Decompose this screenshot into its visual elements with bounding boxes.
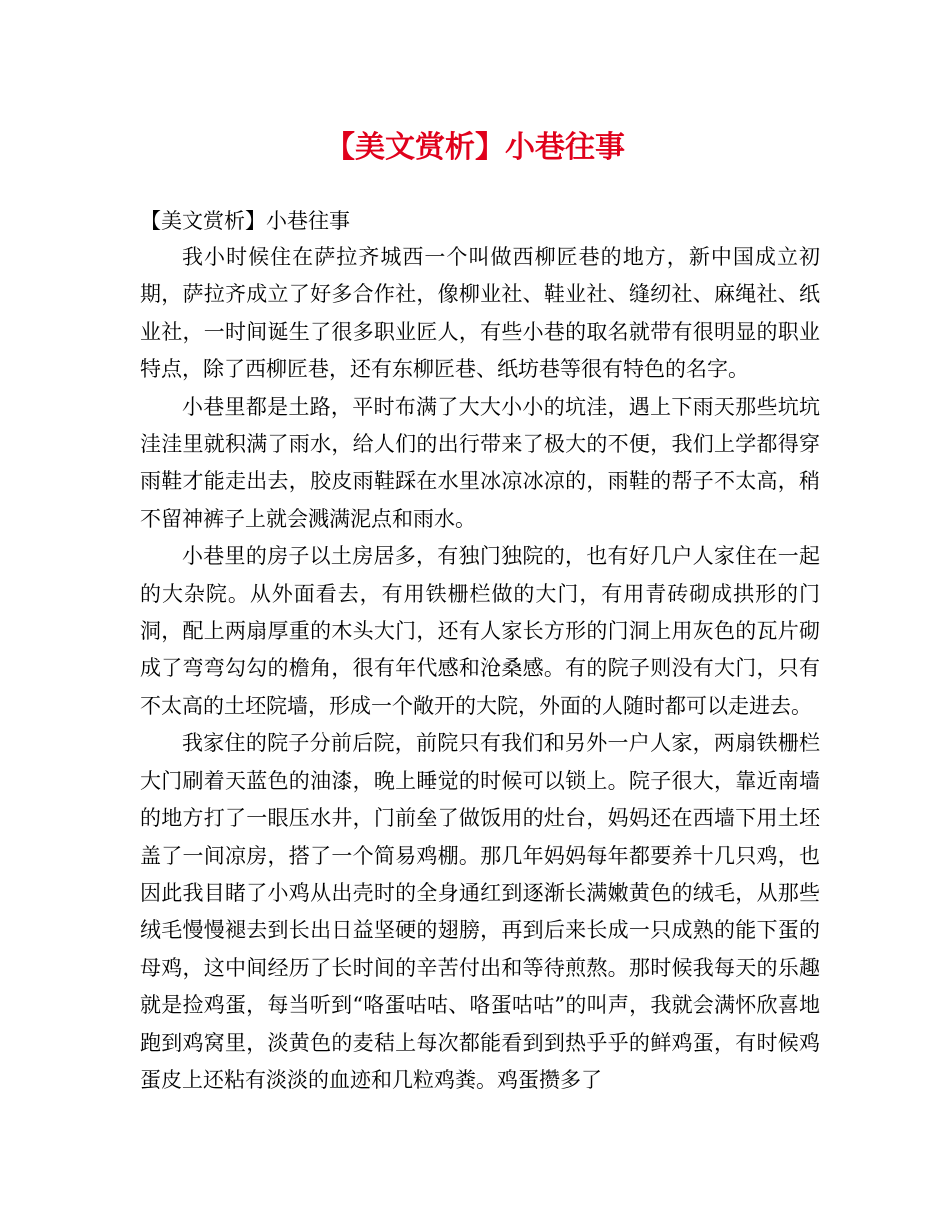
- document-subtitle: 【美文赏析】小巷往事: [140, 209, 350, 233]
- document-body: [140, 239, 820, 1099]
- paragraph-2: 小巷里都是土路，平时布满了大大小小的坑洼，遇上下雨天那些坑坑洼洼里就积满了雨水，给人们的出行带来了极大的不便，我们上学都得穿雨鞋才能走出去，胶皮雨鞋踩在水里冰凉冰凉的，雨鞋的帮子不太高，稍不留神裤子上就会溅满泥点和雨水。: [140, 394, 820, 531]
- paragraph-3: 小巷里的房子以土房居多，有独门独院的，也有好几户人家住在一起的大杂院。从外面看去，有用铁栅栏做的大门，有用青砖砌成拱形的门洞，配上两扇厚重的木头大门，还有人家长方形的门洞上用灰色的瓦片砌成了弯弯勾勾的檐角，很有年代感和沧桑感。有的院子则没有大门，只有不太高的土坯院墙，形成一个敞开的大院，外面的人随时都可以走进去。: [140, 544, 820, 718]
- document-title: 【美文赏析】小巷往事: [325, 130, 625, 165]
- paragraph-1: 我小时候住在萨拉齐城西一个叫做西柳匠巷的地方，新中国成立初期，萨拉齐成立了好多合作社，像柳业社、鞋业社、缝纫社、麻绳社、纸业社，一时间诞生了很多职业匠人，有些小巷的取名就带有很明显的职业特点，除了西柳匠巷，还有东柳匠巷、纸坊巷等很有特色的名字。: [140, 245, 820, 382]
- paragraph-4: 我家住的院子分前后院，前院只有我们和另外一户人家，两扇铁栅栏大门刷着天蓝色的油漆，晚上睡觉的时候可以锁上。院子很大，靠近南墙的地方打了一眼压水井，门前垒了做饭用的灶台，妈妈还在西墙下用土坯盖了一间凉房，搭了一个简易鸡棚。那几年妈妈每年都要养十几只鸡，也因此我目睹了小鸡从出壳时的全身通红到逐渐长满嫩黄色的绒毛，从那些绒毛慢慢褪去到长出日益坚硬的翅膀，再到后来长成一只成熟的能下蛋的母鸡，这中间经历了长时间的辛苦付出和等待煎熬。那时候我每天的乐趣就是捡鸡蛋，每当听到“咯蛋咕咕、咯蛋咕咕”的叫声，我就会满怀欣喜地跑到鸡窝里，淡黄色的麦秸上每次都能看到到热乎乎的鲜鸡蛋，有时候鸡蛋皮上还粘有淡淡的血迹和几粒鸡粪。鸡蛋攒多了: [140, 731, 820, 1092]
